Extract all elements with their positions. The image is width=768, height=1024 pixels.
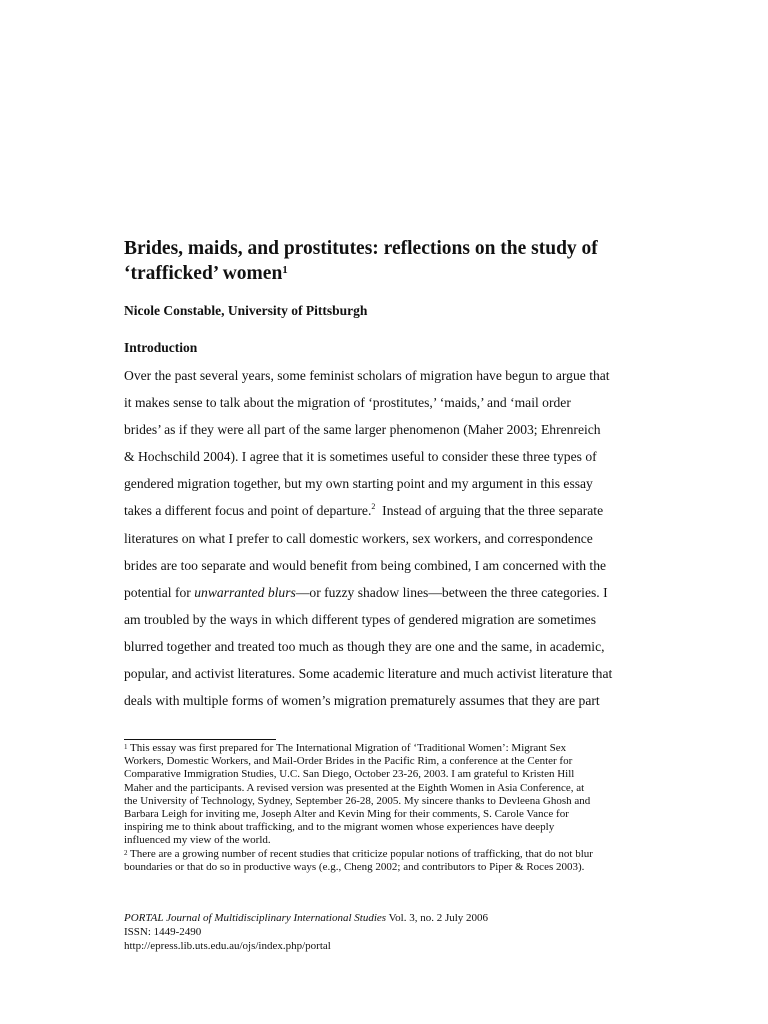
body-line-text: potential for [124,584,195,600]
body-line: gendered migration together, but my own starting point and my argument in this essay [124,476,593,492]
footnote-1-line: inspiring me to think about trafficking, and to the migrant women whose experiences have deeply [124,821,555,834]
footnote-1-line: Comparative Immigration Studies, U.C. San Diego, October 23-26, 2003. I am grateful to Kristen Hill [124,768,575,781]
journal-issn: ISSN: 1449-2490 [124,925,202,938]
footnotes [124,742,684,874]
paper-title [124,236,684,286]
body-line: popular, and activist literatures. Some academic literature and much activist literature that [124,666,613,682]
footnote-1-line [124,742,684,755]
body-paragraph [124,362,684,714]
body-line: Over the past several years, some feminist scholars of migration have begun to argue that [124,368,610,383]
body-line [124,497,684,524]
footnote-1-text: This essay was first prepared for The International Migration of ‘Traditional Women’: Migrant Sex [127,742,567,754]
section-heading-introduction: Introduction [124,340,198,355]
body-line-text: —or fuzzy shadow lines—between the three categories. I [295,584,608,600]
body-line: brides’ as if they were all part of the same larger phenomenon (Maher 2003; Ehrenreich [124,422,601,438]
footnote-1-line: Workers, Domestic Workers, and Mail-Order Brides in the Pacific Rim, a conference at the Center for [124,755,573,768]
footnote-2-line [124,848,684,861]
body-line: it makes sense to talk about the migration of ‘prostitutes,’ ‘maids,’ and ‘mail order [124,395,571,411]
body-line [124,579,684,606]
footnote-1-line: Barbara Leigh for inviting me, Joseph Alter and Kevin Ming for their comments, S. Carole Vance for [124,808,569,821]
body-line: blurred together and treated too much as though they are one and the same, in academic, [124,638,605,654]
footnote-1-line: the University of Technology, Sydney, September 26-28, 2005. My sincere thanks to Devleena Ghosh and [124,794,591,807]
title-line-1: Brides, maids, and prostitutes: reflections on the study of [124,238,598,259]
author-affiliation: Nicole Constable, University of Pittsburgh [124,303,368,318]
body-line: literatures on what I prefer to call domestic workers, sex workers, and correspondence [124,530,593,546]
footnote-divider [124,739,276,740]
footnote-1-line: Maher and the participants. A revised version was presented at the Eighth Women in Asia Conference, at [124,781,585,794]
footnote-2-line: boundaries or that do so in productive ways (e.g., Cheng 2002; and contributors to Piper & Roces 2003). [124,860,585,873]
journal-citation [124,912,684,926]
footnote-marker-2[interactable]: 2 [371,502,376,512]
body-line-text: takes a different focus and point of departure. [124,503,372,519]
footnote-1-line: influenced my view of the world. [124,834,271,847]
emphasis-text: unwarranted blurs [194,584,296,600]
body-line: am troubled by the ways in which different types of gendered migration are sometimes [124,611,596,627]
journal-url[interactable]: http://epress.lib.uts.edu.au/ojs/index.php/portal [124,939,331,952]
journal-name: PORTAL Journal of Multidisciplinary International Studies [124,912,387,924]
body-line: deals with multiple forms of women’s migration prematurely assumes that they are part [124,693,600,709]
title-footnote-marker[interactable]: 1 [282,264,288,276]
journal-issue: Vol. 3, no. 2 July 2006 [386,912,489,924]
footnote-2-marker: 2 [124,848,128,857]
body-line-text: Instead of arguing that the three separate [375,503,604,519]
journal-info [124,912,684,953]
title-line-2: ‘trafficked’ women [124,263,283,284]
body-line: & Hochschild 2004). I agree that it is sometimes useful to consider these three types of [124,449,597,465]
footnote-2-text: There are a growing number of recent studies that criticize popular notions of trafficking, that do not blur [127,847,593,860]
body-line: brides are too separate and would benefit from being combined, I am concerned with the [124,557,607,573]
footnote-1-marker: 1 [124,743,128,751]
